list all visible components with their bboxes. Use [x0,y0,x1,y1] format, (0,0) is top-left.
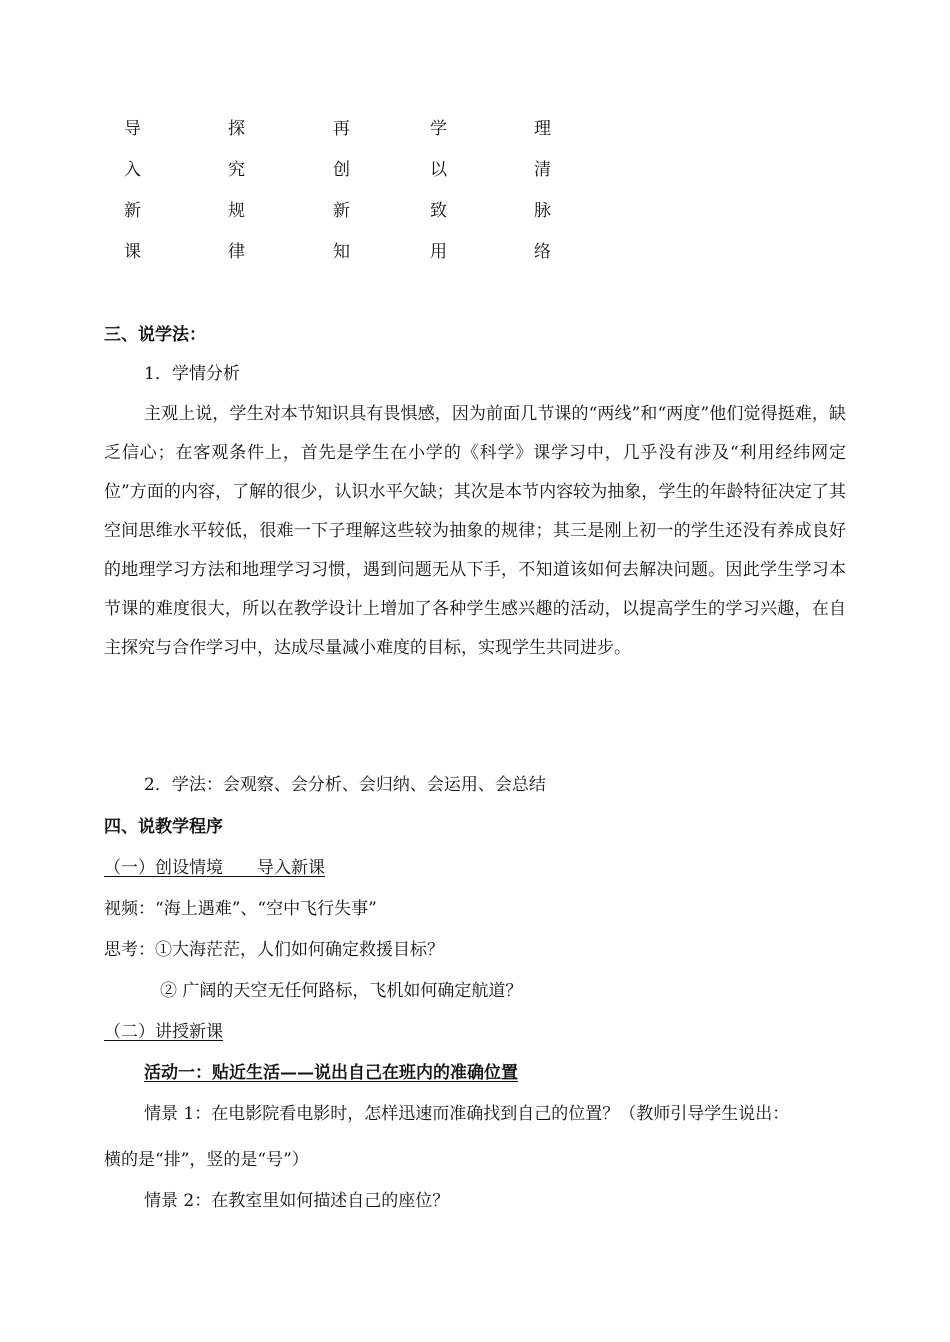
flow-char: 学 [430,119,447,139]
video-line: 视频：“海上遇难”、“空中飞行失事” [104,899,377,919]
flow-char: 规 [228,201,245,221]
flow-char: 用 [430,242,447,262]
flow-char: 清 [534,160,551,180]
flow-char: 再 [333,119,350,139]
subsection-heading-2: （二）讲授新课 [104,1022,223,1042]
flow-column-5 [534,118,564,282]
item-2-methods: 2．学法：会观察、会分析、会归纳、会运用、会总结 [144,775,546,795]
think-question-2: ② 广阔的天空无任何路标，飞机如何确定航道？ [160,981,523,1001]
section-heading-3: 三、说学法： [104,325,206,345]
flow-char: 创 [333,160,350,180]
activity-1-heading: 活动一：贴近生活——说出自己在班内的准确位置 [144,1063,518,1083]
flow-char: 入 [124,160,141,180]
scene-2-line: 情景 2：在教室里如何描述自己的座位？ [144,1191,450,1211]
flow-char: 以 [430,160,447,180]
flow-char: 络 [534,242,551,262]
subsection-heading-1: （一）创设情境 导入新课 [104,858,325,878]
scene-1-line-1: 情景 1：在电影院看电影时，怎样迅速而准确找到自己的位置？（教师引导学生说出： [144,1104,790,1124]
flow-char: 导 [124,119,141,139]
flow-char: 课 [124,242,141,262]
flow-char: 致 [430,201,447,221]
flow-column-2 [228,118,258,282]
scene-1-line-2: 横的是“排”，竖的是“号”） [104,1150,309,1170]
flow-char: 探 [228,119,245,139]
section-heading-4: 四、说教学程序 [104,817,223,837]
flow-char: 新 [333,201,350,221]
flow-char: 脉 [534,201,551,221]
flow-column-3 [333,118,363,282]
student-analysis-paragraph: 主观上说，学生对本节知识具有畏惧感，因为前面几节课的“两线”和“两度”他们觉得挺难，缺乏信心；在客观条件上，首先是学生在小学的《科学》课学习中，几乎没有涉及“利用经纬网定位”方面的内容，了解的很少，认识水平欠缺；其次是本节内容较为抽象，学生的年龄特征决定了其空间思维水平较低，很难一下子理解这些较为抽象的规律；其三是刚上初一的学生还没有养成良好的地理学习方法和地理学习习惯，遇到问题无从下手，不知道该如何去解决问题。因此学生学习本节课的难度很大，所以在教学设计上增加了各种学生感兴趣的活动，以提高学生的学习兴趣，在自主探究与合作学习中，达成尽量减小难度的目标，实现学生共同进步。 [104,404,846,658]
flow-char: 究 [228,160,245,180]
flow-column-4 [430,118,460,282]
flow-char: 知 [333,242,350,262]
item-title-1: 1．学情分析 [144,364,240,384]
flow-char: 理 [534,119,551,139]
flow-char: 新 [124,201,141,221]
think-question-1: 思考：①大海茫茫，人们如何确定救援目标？ [104,940,444,960]
flow-char: 律 [228,242,245,262]
flow-column-1 [124,118,154,282]
